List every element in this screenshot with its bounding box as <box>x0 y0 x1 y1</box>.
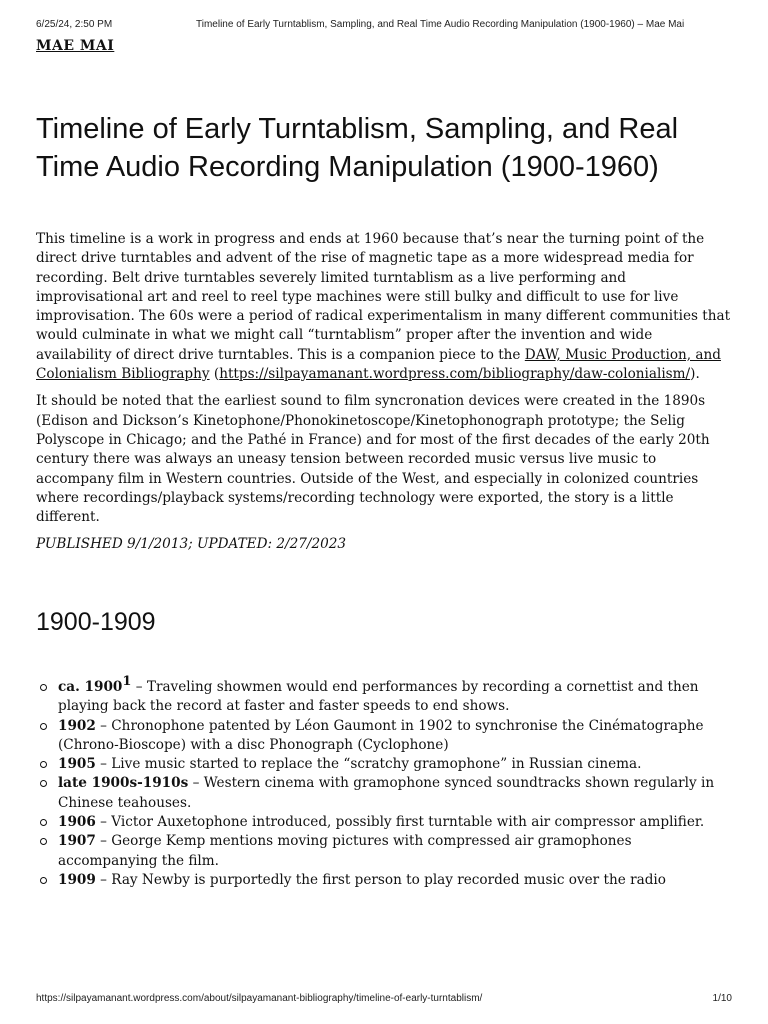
page-title: Timeline of Early Turntablism, Sampling, and Real Time Audio Recording Manipulation (1900-1960) <box>36 113 679 183</box>
timeline-text: – Traveling showmen would end performances by recording a cornettist and then playing back the record at faster and faster speeds to end shows. <box>58 679 699 715</box>
timeline-item <box>36 717 732 756</box>
timeline-item <box>36 871 732 890</box>
section-heading: 1900-1909 <box>36 608 156 636</box>
timeline-text: – Live music started to replace the “scratchy gramophone” in Russian cinema. <box>95 756 642 773</box>
print-datetime: 6/25/24, 2:50 PM <box>36 19 113 30</box>
print-page-title: Timeline of Early Turntablism, Sampling, and Real Time Audio Recording Manipulation (1900-1960) – Mae Mai <box>196 19 685 30</box>
timeline-year: 1907 <box>58 833 96 850</box>
print-header <box>36 19 732 33</box>
timeline-list <box>36 674 732 890</box>
bibliography-link[interactable]: DAW, Music Production, and Colonialism Bibliography <box>36 346 721 383</box>
published-date: PUBLISHED 9/1/2013; UPDATED: 2/27/2023 <box>36 536 347 553</box>
timeline-item <box>36 774 732 813</box>
print-footer <box>36 993 732 1007</box>
page-number: 1/10 <box>712 993 732 1004</box>
timeline-year: 1902 <box>58 717 96 734</box>
timeline-item <box>36 832 732 871</box>
timeline-year: ca. 1900 <box>58 679 123 695</box>
intro-text: This timeline is a work in progress and ends at 1960 because that’s near the turning point of the direct drive turntables and advent of the rise of magnetic tape as a more widespread media for recording. Belt drive turntables severely limited turntablism as a live performing and improvisational art and reel to reel type machines were still bulky and difficult to use for live improvisation. The 60s were a period of radical experimentalism in many different communities that would culminate in what we might call “turntablism” proper after the invention and wide availability of direct drive turntables. This is a companion piece to the <box>36 231 731 363</box>
intro-url-close: ). <box>690 366 700 383</box>
timeline-text: – Chronophone patented by Léon Gaumont in 1902 to synchronise the Cinématographe (Chrono-Bioscope) with a disc Phonograph (Cyclophone) <box>58 717 704 753</box>
article-body <box>36 230 732 563</box>
print-url: https://silpayamanant.wordpress.com/about/silpayamanant-bibliography/timeline-of-early-turntablism/ <box>36 993 483 1004</box>
timeline-year: 1905 <box>58 756 96 773</box>
timeline-text: – Western cinema with gramophone synced soundtracks shown regularly in Chinese teahouses. <box>58 775 715 811</box>
footnote-link[interactable]: 1 <box>122 674 132 689</box>
timeline-text: – Ray Newby is purportedly the first person to play recorded music over the radio <box>95 871 666 888</box>
timeline-year: 1909 <box>58 871 96 888</box>
intro-paragraph <box>36 230 732 384</box>
site-name-link[interactable]: MAE MAI <box>36 38 115 54</box>
timeline-year: 1906 <box>58 814 96 831</box>
timeline-year: late 1900s-1910s <box>58 775 189 792</box>
timeline-item <box>36 674 732 717</box>
timeline-text: – George Kemp mentions moving pictures with compressed air gramophones accompanying the film. <box>58 833 632 869</box>
timeline-item <box>36 813 732 832</box>
intro-url-open: ( <box>209 366 220 383</box>
timeline-item <box>36 755 732 774</box>
timeline-text: – Victor Auxetophone introduced, possibly first turntable with air compressor amplifier. <box>95 814 705 831</box>
bibliography-url-link[interactable]: https://silpayamanant.wordpress.com/bibliography/daw-colonialism/ <box>219 366 691 383</box>
note-paragraph: It should be noted that the earliest sound to film syncronation devices were created in the 1890s (Edison and Dickson’s Kinetophone/Phonokinetoscope/Kinetophonograph prototype; the Selig Polyscope in Chicago; and the Pathé in France) and for most of the first decades of the early 20th century there was always an uneasy tension between recorded music versus live music to accompany film in Western countries. Outside of the West, and especially in colonized countries where recordings/playback systems/recording technology were exported, the story is a little different. <box>36 393 710 526</box>
